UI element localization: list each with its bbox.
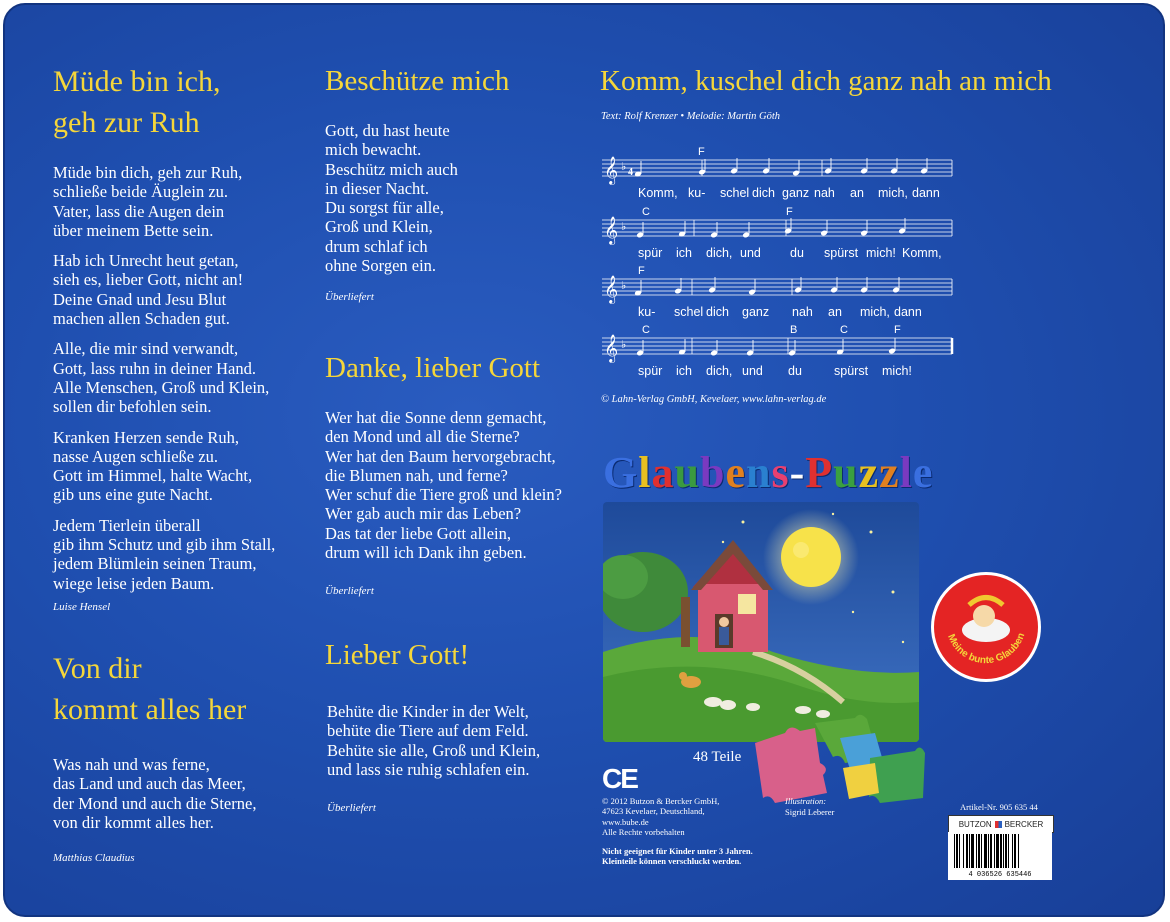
poem-line: drum schlaf ich [325, 236, 428, 256]
puzzle-title-letter: l [899, 448, 913, 497]
barcode-bar [1014, 834, 1016, 868]
puzzle-title-letter: z [858, 448, 880, 497]
puzzle-title-letter: a [651, 448, 675, 497]
poem-title-lieber-gott: Lieber Gott! [325, 639, 470, 671]
barcode-number: 4 036526 635446 [968, 871, 1032, 879]
lyric-syllable: dich, [706, 364, 733, 378]
poem-line: gib ihm Schutz und gib ihm Stall, [53, 535, 276, 555]
poem-line: Wer gab auch mir das Leben? [325, 504, 522, 524]
lyric-syllable: Komm, [902, 246, 942, 260]
poem-line: und lass sie ruhig schlafen ein. [327, 759, 530, 779]
stanza [53, 163, 275, 240]
lyric-syllable: mich, [878, 186, 908, 200]
stanza [53, 251, 275, 328]
chord-symbol: F [786, 206, 793, 218]
poem-line: www.bube.de [602, 816, 649, 827]
lyric-syllable: du [790, 246, 804, 260]
poem-line: drum will ich Dank ihn geben. [325, 543, 527, 563]
lyric-syllable: ku- [688, 186, 706, 200]
poem-author: Überliefert [325, 585, 374, 597]
title-line: Von dir [53, 652, 142, 685]
logo-mark-icon [995, 821, 1002, 828]
lyric-syllable: an [828, 305, 842, 319]
music-copyright: © Lahn-Verlag GmbH, Kevelaer, www.lahn-verlag.de [601, 394, 827, 405]
lyric-syllable: dich, [706, 246, 733, 260]
treble-clef-icon: 𝄞 [604, 156, 619, 184]
chord-symbol: C [642, 206, 650, 218]
poem-line: wiege leise jeden Baum. [53, 573, 215, 593]
barcode-bar [976, 834, 977, 868]
stanza [53, 339, 275, 416]
poem-line: Du sorgst für alle, [325, 198, 444, 218]
publisher-logo [948, 815, 1054, 833]
illustrator-name: Sigrid Leberer [785, 807, 835, 817]
barcode-bar [1012, 834, 1013, 868]
poem-line: der Mond und auch die Sterne, [53, 793, 257, 813]
chord-symbol: C [840, 324, 848, 336]
poem-author: Matthias Claudius [53, 852, 135, 864]
chord-symbol: C [642, 324, 650, 336]
lyric-syllable: ich [676, 364, 692, 378]
lyric-syllable: ganz [742, 305, 770, 319]
lyric-syllable: schel [674, 305, 704, 319]
poem-line: Was nah und was ferne, [53, 755, 210, 774]
poem-line: Vater, lass die Augen dein [53, 201, 225, 221]
poem-line: Deine Gnad und Jesu Blut [53, 289, 227, 309]
poem-line: Das tat der liebe Gott allein, [325, 523, 512, 543]
barcode-bar [981, 834, 982, 868]
poem-line: ohne Sorgen ein. [325, 256, 437, 276]
poem-line: die Blumen nah, und ferne? [325, 465, 508, 485]
poem-beschutze-mich [325, 121, 458, 275]
lyric-syllable: ich [676, 246, 692, 260]
lyric-syllable: spür [638, 364, 663, 378]
poem-line: nasse Augen schließe zu. [53, 446, 218, 466]
poem-line: von dir kommt alles her. [53, 812, 214, 832]
publisher-info [602, 796, 719, 837]
poem-title-beschutze-mich: Beschütze mich [325, 65, 510, 97]
lyric-syllable: und [742, 364, 763, 378]
puzzle-title-letter: u [674, 448, 700, 497]
poem-line: jedem Blümlein seinen Traum, [53, 554, 257, 574]
lyric-syllable: ku- [638, 305, 656, 319]
poem-danke-lieber-gott [325, 408, 562, 562]
safety-warning [602, 846, 753, 867]
song-title: Komm, kuschel dich ganz nah an mich [600, 65, 1052, 97]
poem-line: Wer hat den Baum hervorgebracht, [325, 446, 556, 466]
poem-line: Groß und Klein, [325, 217, 433, 237]
poem-line: Alle, die mir sind verwandt, [53, 339, 239, 359]
treble-clef-icon: 𝄞 [604, 334, 619, 362]
poem-line: Behüte die Kinder in der Welt, [327, 702, 529, 721]
barcode-bar [954, 834, 955, 868]
lyric-syllable: spürst [834, 364, 869, 378]
poem-line: Hab ich Unrecht heut getan, [53, 251, 239, 271]
poem-line: gib uns eine gute Nacht. [53, 485, 213, 505]
barcode-bar [966, 834, 968, 868]
lyric-syllable: nah [792, 305, 813, 319]
puzzle-title-letter: n [745, 448, 772, 497]
poem-line: Nicht geeignet für Kinder unter 3 Jahren. [602, 846, 753, 856]
poem-line: machen allen Schaden gut. [53, 309, 230, 329]
poem-line: Wer schuf die Tiere groß und klein? [325, 485, 562, 505]
barcode-bar [978, 834, 980, 868]
lyric-syllable: Komm, [638, 186, 678, 200]
lyric-syllable: ganz [782, 186, 810, 200]
stanza [53, 516, 275, 593]
lyric-syllable: schel [720, 186, 750, 200]
flat-sign-icon: ♭ [621, 161, 627, 173]
puzzle-title-letter: e [725, 448, 746, 497]
poem-line: Alle Rechte vorbehalten [602, 826, 685, 837]
barcode-bar [959, 834, 960, 868]
barcode-bar [971, 834, 974, 868]
puzzle-title-letter: s [771, 448, 790, 497]
time-signature-icon: 4 [628, 167, 633, 178]
illustration-label: Illustration: [785, 796, 827, 806]
poem-line: Gott, lass ruhn in deiner Hand. [53, 358, 257, 378]
barcode-bar [994, 834, 995, 868]
barcode-bar [1005, 834, 1007, 868]
poem-line: Jedem Tierlein überall [53, 515, 201, 535]
logo-text-right: BERCKER [1004, 819, 1044, 829]
poem-line: Müde bin dich, geh zur Ruh, [53, 163, 243, 182]
music-staff [602, 208, 954, 268]
article-number: Artikel-Nr. 905 635 44 [960, 802, 1038, 812]
lyric-syllable: dann [912, 186, 940, 200]
staff-lines [602, 208, 954, 248]
lyric-syllable: an [850, 186, 864, 200]
chord-symbol: F [638, 265, 645, 277]
puzzle-pieces-graphic [745, 713, 925, 813]
barcode-bar [996, 834, 999, 868]
poem-mude-bin-ich [53, 163, 275, 604]
treble-clef-icon: 𝄞 [604, 216, 619, 244]
staff-lines [602, 326, 954, 366]
barcode [948, 832, 1052, 880]
stanza [53, 428, 275, 505]
lyric-syllable: nah [814, 186, 835, 200]
poem-line: Wer hat die Sonne denn gemacht, [325, 408, 547, 427]
title-line: Müde bin ich, [53, 65, 221, 98]
poem-line: sollen dir befohlen sein. [53, 397, 212, 417]
poem-title-danke-lieber-gott: Danke, lieber Gott [325, 352, 541, 384]
lyric-syllable: mich, [860, 305, 890, 319]
barcode-bar [990, 834, 992, 868]
lyric-syllable: dann [894, 305, 922, 319]
poem-von-dir [53, 755, 256, 832]
poem-line: Behüte sie alle, Groß und Klein, [327, 740, 541, 760]
puzzle-illustration [603, 502, 919, 742]
puzzle-title-letter: b [699, 448, 726, 497]
poem-title-mude-bin-ich [53, 61, 220, 143]
barcode-bar [988, 834, 989, 868]
music-staff [602, 267, 954, 327]
poem-line: behüte die Tiere auf dem Feld. [327, 721, 529, 741]
flat-sign-icon: ♭ [621, 221, 627, 233]
series-badge [929, 570, 1043, 684]
poem-lieber-gott [327, 702, 540, 779]
poem-line: schließe beide Äuglein zu. [53, 182, 229, 202]
poem-line: über meinem Bette sein. [53, 220, 214, 240]
puzzle-title-letter: u [833, 448, 859, 497]
flat-sign-icon: ♭ [621, 280, 627, 292]
ce-mark: CE [602, 763, 637, 794]
poem-author: Überliefert [327, 802, 376, 814]
puzzle-title-letter: z [879, 448, 900, 497]
puzzle-title-letter: - [789, 448, 806, 497]
lyric-syllable: du [788, 364, 802, 378]
title-line: kommt alles her [53, 693, 247, 726]
poem-line: 47623 Kevelaer, Deutschland, [602, 806, 705, 817]
poem-line: Gott, du hast heute [325, 121, 450, 140]
barcode-bar [1000, 834, 1002, 868]
barcode-bar [984, 834, 987, 868]
staff-lines [602, 267, 954, 307]
lyric-syllable: spür [638, 246, 663, 260]
piece-count: 48 Teile [693, 749, 742, 765]
poem-author: Überliefert [325, 291, 374, 303]
staff-lines [602, 148, 954, 188]
poem-line: Alle Menschen, Groß und Klein, [53, 377, 270, 397]
poem-line: mich bewacht. [325, 140, 422, 160]
chord-symbol: B [790, 324, 798, 336]
barcode-bar [1018, 834, 1019, 868]
treble-clef-icon: 𝄞 [604, 275, 619, 303]
logo-text-left: BUTZON [958, 819, 992, 829]
puzzle-title-letter: l [638, 448, 652, 497]
song-credit: Text: Rolf Krenzer • Melodie: Martin Göth [601, 111, 781, 122]
puzzle-title [603, 447, 933, 498]
music-staff [602, 326, 954, 386]
poem-line: Gott im Himmel, halte Wacht, [53, 466, 253, 486]
poem-line: den Mond und all die Sterne? [325, 427, 520, 447]
barcode-bar [963, 834, 964, 868]
lyric-syllable: spürst [824, 246, 859, 260]
lyric-syllable: dich [706, 305, 729, 319]
lyric-syllable: mich! [866, 246, 896, 260]
title-line: geh zur Ruh [53, 106, 200, 139]
barcode-bar [969, 834, 970, 868]
poem-line: Kleinteile können verschluckt werden. [602, 856, 742, 867]
poem-line: Kranken Herzen sende Ruh, [53, 427, 240, 447]
puzzle-board-back [3, 3, 1165, 917]
puzzle-title-letter: P [805, 448, 834, 497]
music-staff [602, 148, 954, 208]
lyric-syllable: mich! [882, 364, 912, 378]
chord-symbol: F [698, 146, 705, 158]
poem-line: Beschütz mich auch [325, 159, 458, 179]
poem-line: © 2012 Butzon & Bercker GmbH, [602, 796, 720, 806]
poem-title-von-dir [53, 648, 246, 730]
barcode-bar [1008, 834, 1009, 868]
barcode-bar [956, 834, 958, 868]
poem-line: sieh es, lieber Gott, nicht an! [53, 270, 244, 290]
chord-symbol: F [894, 324, 901, 336]
barcode-bar [1003, 834, 1004, 868]
puzzle-title-letter: e [912, 448, 934, 497]
svg-text:Meine bunte Glaubenswelt: Meine bunte Glauben [945, 631, 1028, 667]
lyric-syllable: dich [752, 186, 775, 200]
flat-sign-icon: ♭ [621, 339, 627, 351]
poem-author: Luise Hensel [53, 601, 111, 613]
poem-line: in dieser Nacht. [325, 178, 430, 198]
lyric-syllable: und [740, 246, 761, 260]
puzzle-title-letter: G [603, 448, 639, 497]
poem-line: das Land und auch das Meer, [53, 774, 246, 794]
